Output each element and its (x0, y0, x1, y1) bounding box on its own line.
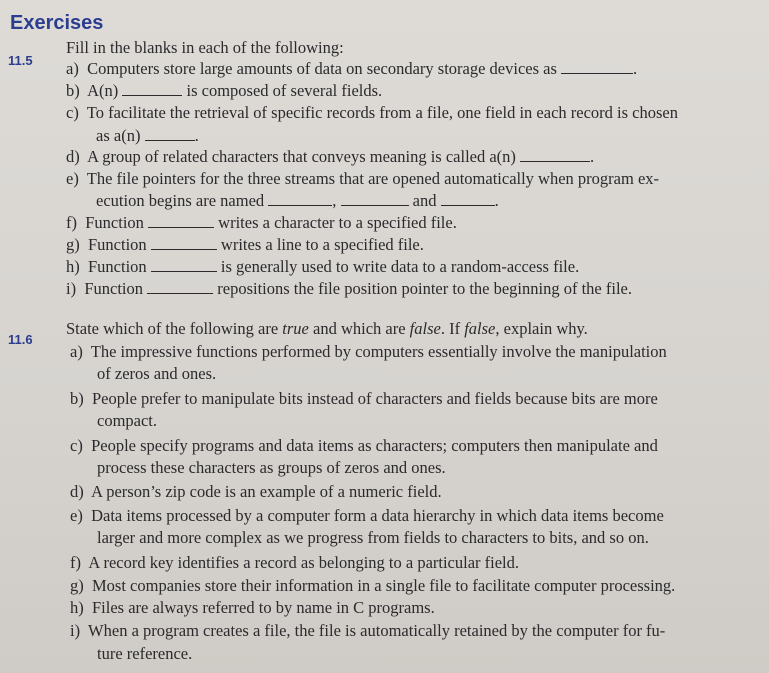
item-text: People prefer to manipulate bits instead of characters and fields because bits are more (92, 389, 658, 408)
exercise-11-5-stem: Fill in the blanks in each of the following: (66, 38, 344, 57)
item-11-5-c-cont (96, 126, 199, 146)
item-11-5-a (66, 59, 637, 79)
exercise-11-6-stem (66, 319, 588, 339)
stem-false: false (464, 319, 496, 338)
item-text: A group of related characters that conveys meaning is called a(n) (87, 147, 516, 166)
answer-blank (148, 215, 214, 228)
item-label: h) (70, 598, 84, 617)
item-text: Function (84, 279, 144, 298)
item-11-5-e-cont (96, 191, 499, 211)
answer-blank (341, 193, 409, 206)
exercise-number-11-5: 11.5 (8, 53, 33, 68)
item-text: Most companies store their information in a single file to facilitate computer processing. (92, 576, 676, 595)
item-text: The impressive functions performed by computers essentially involve the manipulation (90, 342, 667, 361)
item-text: Files are always referred to by name in C programs. (92, 598, 435, 617)
item-label: d) (66, 147, 80, 166)
item-text: People specify programs and data items as characters; computers then manipulate and (91, 436, 658, 455)
item-11-6-i-cont: ture reference. (97, 644, 193, 663)
item-11-6-d (70, 482, 442, 502)
item-text: is composed of several fields. (186, 81, 383, 100)
answer-blank (441, 193, 495, 206)
item-text: and (412, 191, 437, 210)
item-11-5-e (66, 169, 659, 189)
item-text: ecution begins are named (96, 191, 265, 210)
item-11-5-i (66, 279, 632, 299)
item-11-6-c-cont: process these characters as groups of zeros and ones. (97, 458, 446, 477)
punct: . (194, 126, 199, 145)
item-text: as a(n) (96, 126, 141, 145)
stem-text: State which of the following are (66, 319, 279, 338)
item-label: c) (70, 436, 83, 455)
item-label: f) (66, 213, 77, 232)
item-11-5-g (66, 235, 424, 255)
punct: . (590, 147, 595, 166)
item-label: g) (66, 235, 80, 254)
punct: . (494, 191, 499, 210)
item-11-6-h (70, 598, 435, 618)
answer-blank (122, 83, 182, 96)
item-11-6-g (70, 576, 675, 596)
stem-text: . If (440, 319, 461, 338)
exercise-number-11-6: 11.6 (8, 332, 33, 347)
stem-text: , explain why. (495, 319, 588, 338)
item-text: A person’s zip code is an example of a numeric field. (91, 482, 442, 501)
answer-blank (147, 281, 213, 294)
item-label: e) (70, 506, 83, 525)
item-text: When a program creates a file, the file is automatically retained by the computer for fu- (88, 621, 666, 640)
item-11-6-e-cont: larger and more complex as we progress from fields to characters to bits, and so on. (97, 528, 649, 547)
stem-true: true (282, 319, 309, 338)
item-text: writes a line to a specified file. (220, 235, 424, 254)
item-label: h) (66, 257, 80, 276)
item-text: To facilitate the retrieval of specific records from a file, one field in each record is chosen (86, 103, 678, 122)
item-label: a) (66, 59, 79, 78)
punct: , (332, 191, 337, 210)
item-text: The file pointers for the three streams that are opened automatically when program ex- (86, 169, 660, 188)
answer-blank (145, 128, 195, 141)
item-11-5-f (66, 213, 457, 233)
section-heading: Exercises (10, 12, 104, 34)
item-label: e) (66, 169, 79, 188)
item-11-5-h (66, 257, 579, 277)
item-label: d) (70, 482, 84, 501)
item-text: Function (88, 235, 147, 254)
item-label: g) (70, 576, 84, 595)
item-label: f) (70, 553, 81, 572)
item-text: writes a character to a specified file. (218, 213, 457, 232)
item-11-6-b (70, 389, 658, 409)
item-text: Data items processed by a computer form a data hierarchy in which data items become (91, 506, 664, 525)
item-label: c) (66, 103, 79, 122)
item-11-6-b-cont: compact. (97, 411, 158, 430)
item-label: i) (70, 621, 81, 640)
answer-blank (520, 149, 590, 162)
item-label: b) (66, 81, 80, 100)
item-11-6-a (70, 342, 667, 362)
item-11-6-e (70, 506, 664, 526)
punct: . (633, 59, 638, 78)
item-11-5-c (66, 103, 678, 123)
item-text: is generally used to write data to a random-access file. (220, 257, 580, 276)
item-label: b) (70, 389, 84, 408)
stem-text: and which are (313, 319, 406, 338)
answer-blank (151, 259, 217, 272)
item-text: A(n) (87, 81, 119, 100)
item-text: A record key identifies a record as belonging to a particular field. (88, 553, 520, 572)
item-11-6-f (70, 553, 519, 573)
stem-false: false (409, 319, 441, 338)
item-label: a) (70, 342, 83, 361)
item-text: Computers store large amounts of data on secondary storage devices as (87, 59, 557, 78)
item-text: repositions the file position pointer to the beginning of the file. (217, 279, 632, 298)
item-label: i) (66, 279, 77, 298)
item-text: Function (88, 257, 147, 276)
answer-blank (151, 237, 217, 250)
item-11-5-d (66, 147, 594, 167)
item-11-6-a-cont: of zeros and ones. (97, 364, 217, 383)
item-11-6-c (70, 436, 658, 456)
answer-blank (268, 193, 332, 206)
item-11-6-i (70, 621, 665, 641)
answer-blank (561, 61, 633, 74)
item-text: Function (85, 213, 144, 232)
item-11-5-b (66, 81, 382, 101)
